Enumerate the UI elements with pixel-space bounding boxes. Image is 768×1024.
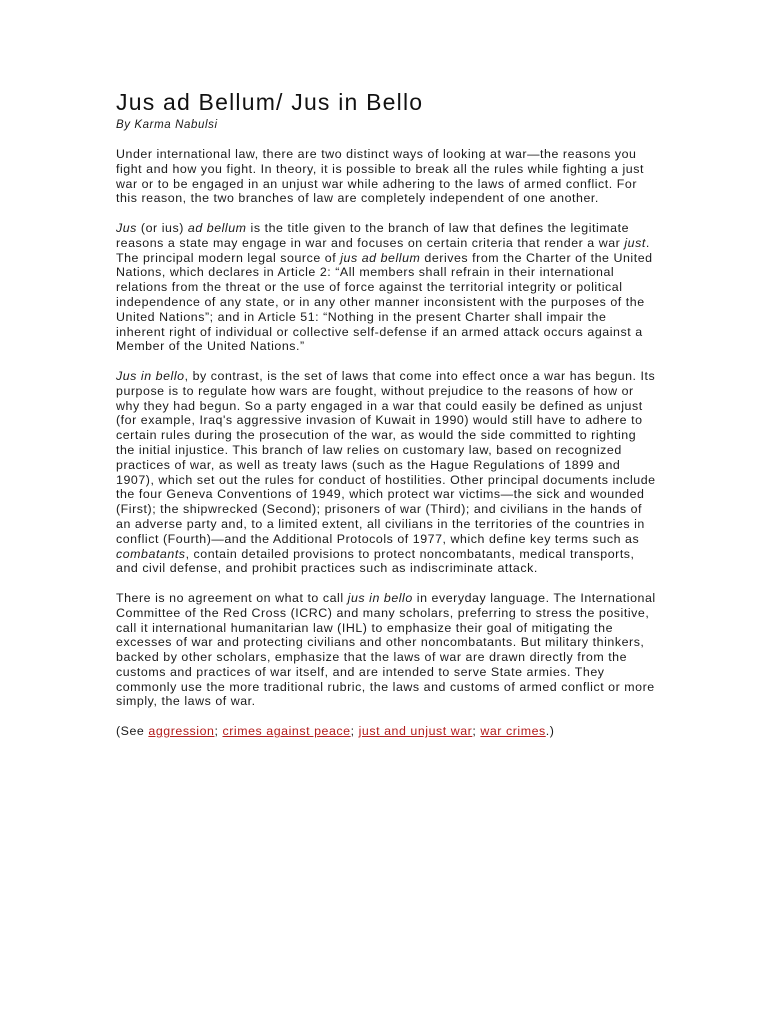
link-crimes-against-peace[interactable]: crimes against peace: [222, 724, 351, 739]
paragraph-jus-ad-bellum: [116, 221, 656, 354]
article-title: Jus ad Bellum/ Jus in Bello: [116, 89, 424, 115]
text-span: . The principal modern legal source of: [116, 235, 650, 265]
term-jus: Jus: [116, 220, 137, 235]
see-also-separator: ;: [472, 724, 481, 739]
see-also: [116, 724, 656, 739]
term-jus-in-bello: Jus in bello: [116, 368, 185, 383]
paragraph-jus-in-bello: [116, 369, 656, 576]
link-just-and-unjust-war[interactable]: just and unjust war: [358, 724, 473, 739]
term-jus-in-bello: jus in bello: [347, 590, 413, 605]
text-span: is the title given to the branch of law that defines the legitimate reasons a state may engage in war and focuses on certain criteria that render a war: [116, 220, 630, 250]
see-also-separator: ;: [350, 724, 359, 739]
see-also-separator: ;: [214, 724, 223, 739]
term-combatants: combatants: [116, 546, 186, 561]
term-ad-bellum: ad bellum: [187, 220, 247, 235]
paragraph-naming: [116, 591, 656, 709]
link-aggression[interactable]: aggression: [148, 724, 215, 739]
article: [116, 88, 656, 739]
article-byline: By Karma Nabulsi: [116, 119, 218, 131]
see-also-close: .): [545, 724, 555, 739]
text-span: , contain detailed provisions to protect noncombatants, medical transports, and civil defense, and prohibit practices such as indiscriminate attack.: [116, 546, 635, 576]
text-span: There is no agreement on what to call: [116, 590, 348, 605]
paragraph-intro: Under international law, there are two distinct ways of looking at war—the reasons you fight and how you fight. In theory, it is possible to break all the rules while fighting a just war or to be engaged in an unjust war while adhering to the laws of armed conflict. For this reason, the two branches of law are completely independent of one another.: [116, 147, 644, 206]
term-just: just: [624, 235, 646, 250]
see-also-open: (See: [116, 724, 149, 739]
text-span: in everyday language. The International Committee of the Red Cross (ICRC) and many scholars, preferring to stress the positive, call it international humanitarian law (IHL) to emphasize their goal of mitigating the excesses of war and protecting civilians and other noncombatants. But military thinkers, backed by other scholars, emphasize that the laws of war are drawn directly from the customs and practices of war itself, and are intended to serve State armies. They commonly use the more traditional rubric, the laws and customs of armed conflict or more simply, the laws of war.: [116, 590, 656, 709]
term-jus-ad-bellum: jus ad bellum: [340, 250, 421, 265]
text-span: derives from the Charter of the United Nations, which declares in Article 2: “All members shall refrain in their international relations from the threat or the use of force against the territorial integrity or political independence of any state, or in any other manner inconsistent with the purposes of the United Nations”; and in Article 51: “Nothing in the present Charter shall impair the inherent right of individual or collective self-defense if an armed attack occurs against a Member of the United Nations.”: [116, 250, 653, 354]
text-span: (or ius): [136, 220, 188, 235]
text-span: , by contrast, is the set of laws that come into effect once a war has begun. Its purpose is to regulate how wars are fought, without prejudice to the reasons of how or why they had begun. So a party engaged in a war that could easily be defined as unjust (for example, Iraq's aggressive invasion of Kuwait in 1990) would still have to adhere to certain rules during the prosecution of the war, as would the side committed to righting the initial injustice. This branch of law relies on customary law, based on recognized practices of war, as well as treaty laws (such as the Hague Regulations of 1899 and 1907), which set out the rules for conduct of hostilities. Other principal documents include the four Geneva Conventions of 1949, which protect war victims—the sick and wounded (First); the shipwrecked (Second); prisoners of war (Third); and civilians in the hands of an adverse party and, to a limited extent, all civilians in the territories of the countries in conflict (Fourth)—and the Additional Protocols of 1977, which define key terms such as: [116, 368, 656, 546]
link-war-crimes[interactable]: war crimes: [480, 724, 546, 739]
